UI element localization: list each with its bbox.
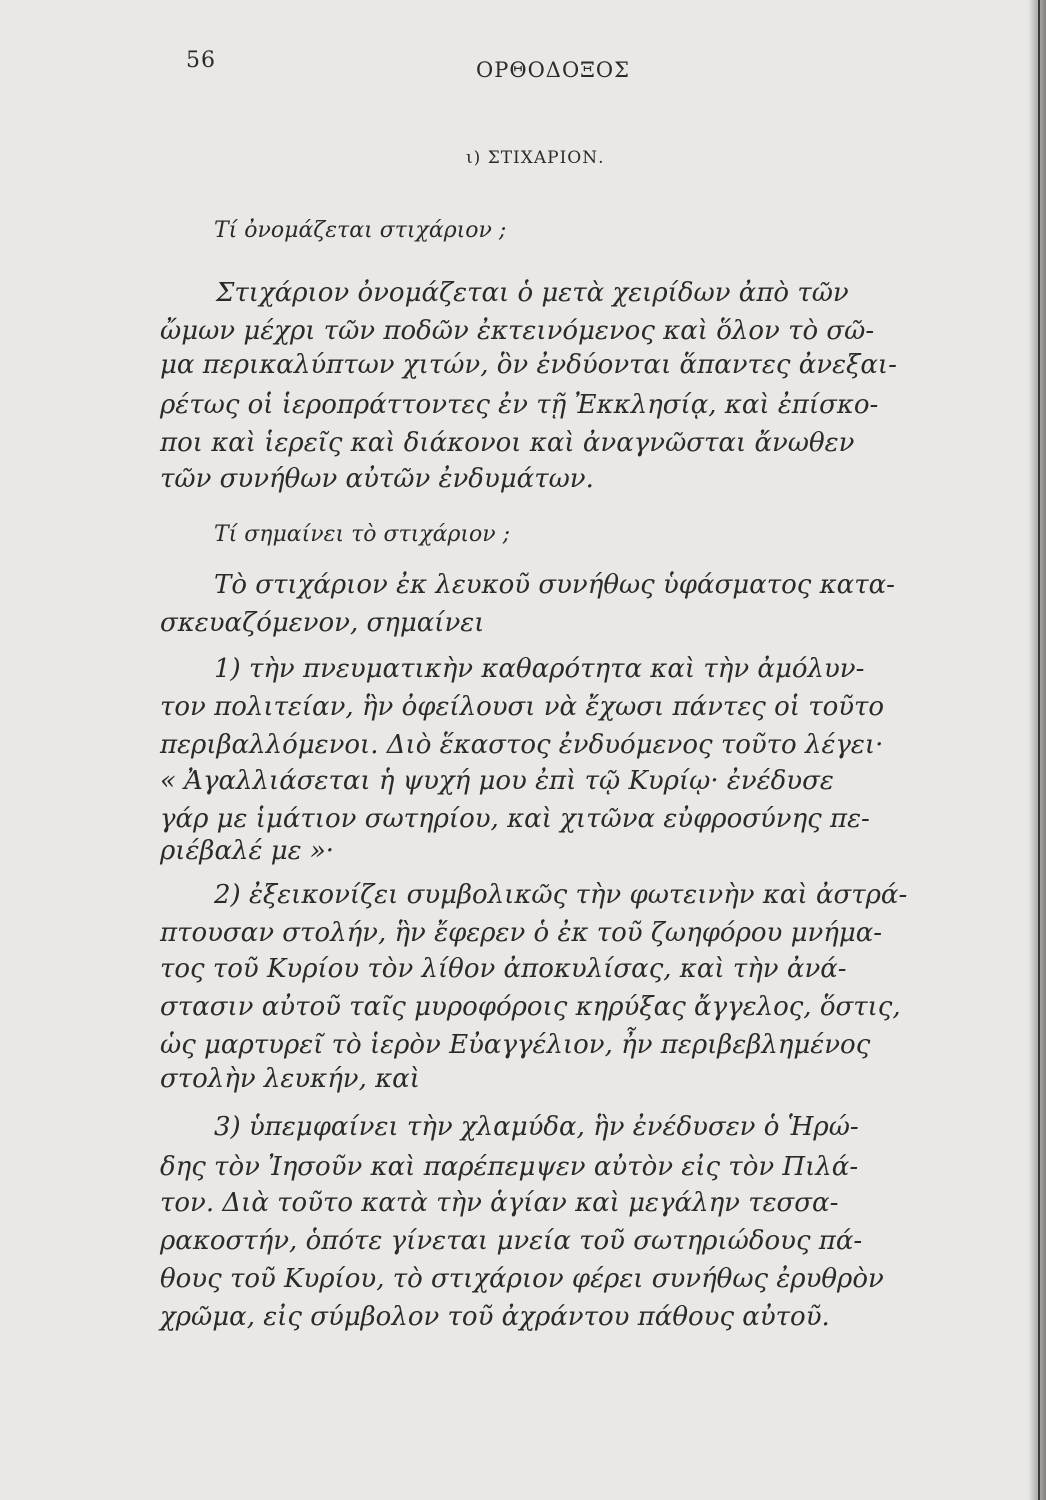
text-line: πτουσαν στολήν, ἣν ἔφερεν ὁ ἐκ τοῦ ζωηφόρου μνήμα- [160, 918, 883, 948]
text-line: θους τοῦ Κυρίου, τὸ στιχάριον φέρει συνήθως ἐρυθρὸν [160, 1264, 884, 1294]
text-line: ρακοστήν, ὁπότε γίνεται μνεία τοῦ σωτηριώδους πά- [160, 1226, 863, 1256]
text-line: τον πολιτείαν, ἣν ὀφείλουσι νὰ ἔχωσι πάντες οἱ τοῦτο [160, 692, 885, 722]
text-line: « Ἀγαλλιάσεται ἡ ψυχή μου ἐπὶ τῷ Κυρίῳ· ἐνέδυσε [160, 766, 834, 796]
text-line: Τὸ στιχάριον ἐκ λευκοῦ συνήθως ὑφάσματος κατα- [214, 570, 895, 600]
question-2: Τί σημαίνει τὸ στιχάριον ; [214, 522, 511, 547]
page-edge-shadow [1028, 0, 1046, 1500]
text-line: δης τὸν Ἰησοῦν καὶ παρέπεμψεν αὐτὸν εἰς τὸν Πιλά- [160, 1152, 859, 1182]
text-line: στολὴν λευκήν, καὶ [160, 1064, 420, 1094]
text-line: χρῶμα, εἰς σύμβολον τοῦ ἀχράντου πάθους αὐτοῦ. [160, 1302, 830, 1332]
text-line: σκευαζόμενον, σημαίνει [160, 608, 485, 638]
text-line: μα περικαλύπτων χιτών, ὃν ἐνδύονται ἅπαντες ἀνεξαι- [160, 350, 897, 380]
text-line: τον. Διὰ τοῦτο κατὰ τὴν ἁγίαν καὶ μεγάλην τεσσα- [160, 1188, 839, 1218]
page-number: 56 [186, 48, 216, 73]
text-line: ὡς μαρτυρεῖ τὸ ἱερὸν Εὐαγγέλιον, ἦν περιβεβλημένος [160, 1030, 871, 1060]
text-line: 2) ἐξεικονίζει συμβολικῶς τὴν φωτεινὴν καὶ ἀστρά- [214, 880, 908, 910]
text-line: περιβαλλόμενοι. Διὸ ἕκαστος ἐνδυόμενος τοῦτο λέγει· [160, 730, 884, 760]
running-title: ΟΡΘΟΔΟΞΟΣ [476, 58, 631, 82]
text-line: ὤμων μέχρι τῶν ποδῶν ἐκτεινόμενος καὶ ὅλον τὸ σῶ- [160, 316, 875, 346]
text-line: ρέτως οἱ ἱεροπράττοντες ἐν τῇ Ἐκκλησίᾳ, καὶ ἐπίσκο- [160, 390, 879, 420]
text-line: ποι καὶ ἱερεῖς καὶ διάκονοι καὶ ἀναγνῶσται ἄνωθεν [160, 428, 855, 458]
question-1: Τί ὀνομάζεται στιχάριον ; [214, 218, 507, 243]
text-line: Στιχάριον ὀνομάζεται ὁ μετὰ χειρίδων ἀπὸ τῶν [216, 278, 849, 308]
section-heading: ι) ΣΤΙΧΑΡΙΟΝ. [466, 148, 605, 168]
text-line: ριέβαλέ με »· [160, 836, 335, 866]
text-line: τος τοῦ Κυρίου τὸν λίθον ἀποκυλίσας, καὶ τὴν ἀνά- [160, 954, 847, 984]
text-line: γάρ με ἱμάτιον σωτηρίου, καὶ χιτῶνα εὐφροσύνης πε- [160, 804, 870, 834]
text-line: τῶν συνήθων αὐτῶν ἐνδυμάτων. [160, 464, 594, 494]
text-line: 1) τὴν πνευματικὴν καθαρότητα καὶ τὴν ἀμόλυν- [214, 654, 865, 684]
text-line: 3) ὑπεμφαίνει τὴν χλαμύδα, ἣν ἐνέδυσεν ὁ Ἡρώ- [214, 1112, 859, 1142]
page-edge [1038, 0, 1040, 1500]
page-header [0, 48, 1046, 88]
text-line: στασιν αὐτοῦ ταῖς μυροφόροις κηρύξας ἄγγελος, ὅστις, [160, 992, 901, 1022]
